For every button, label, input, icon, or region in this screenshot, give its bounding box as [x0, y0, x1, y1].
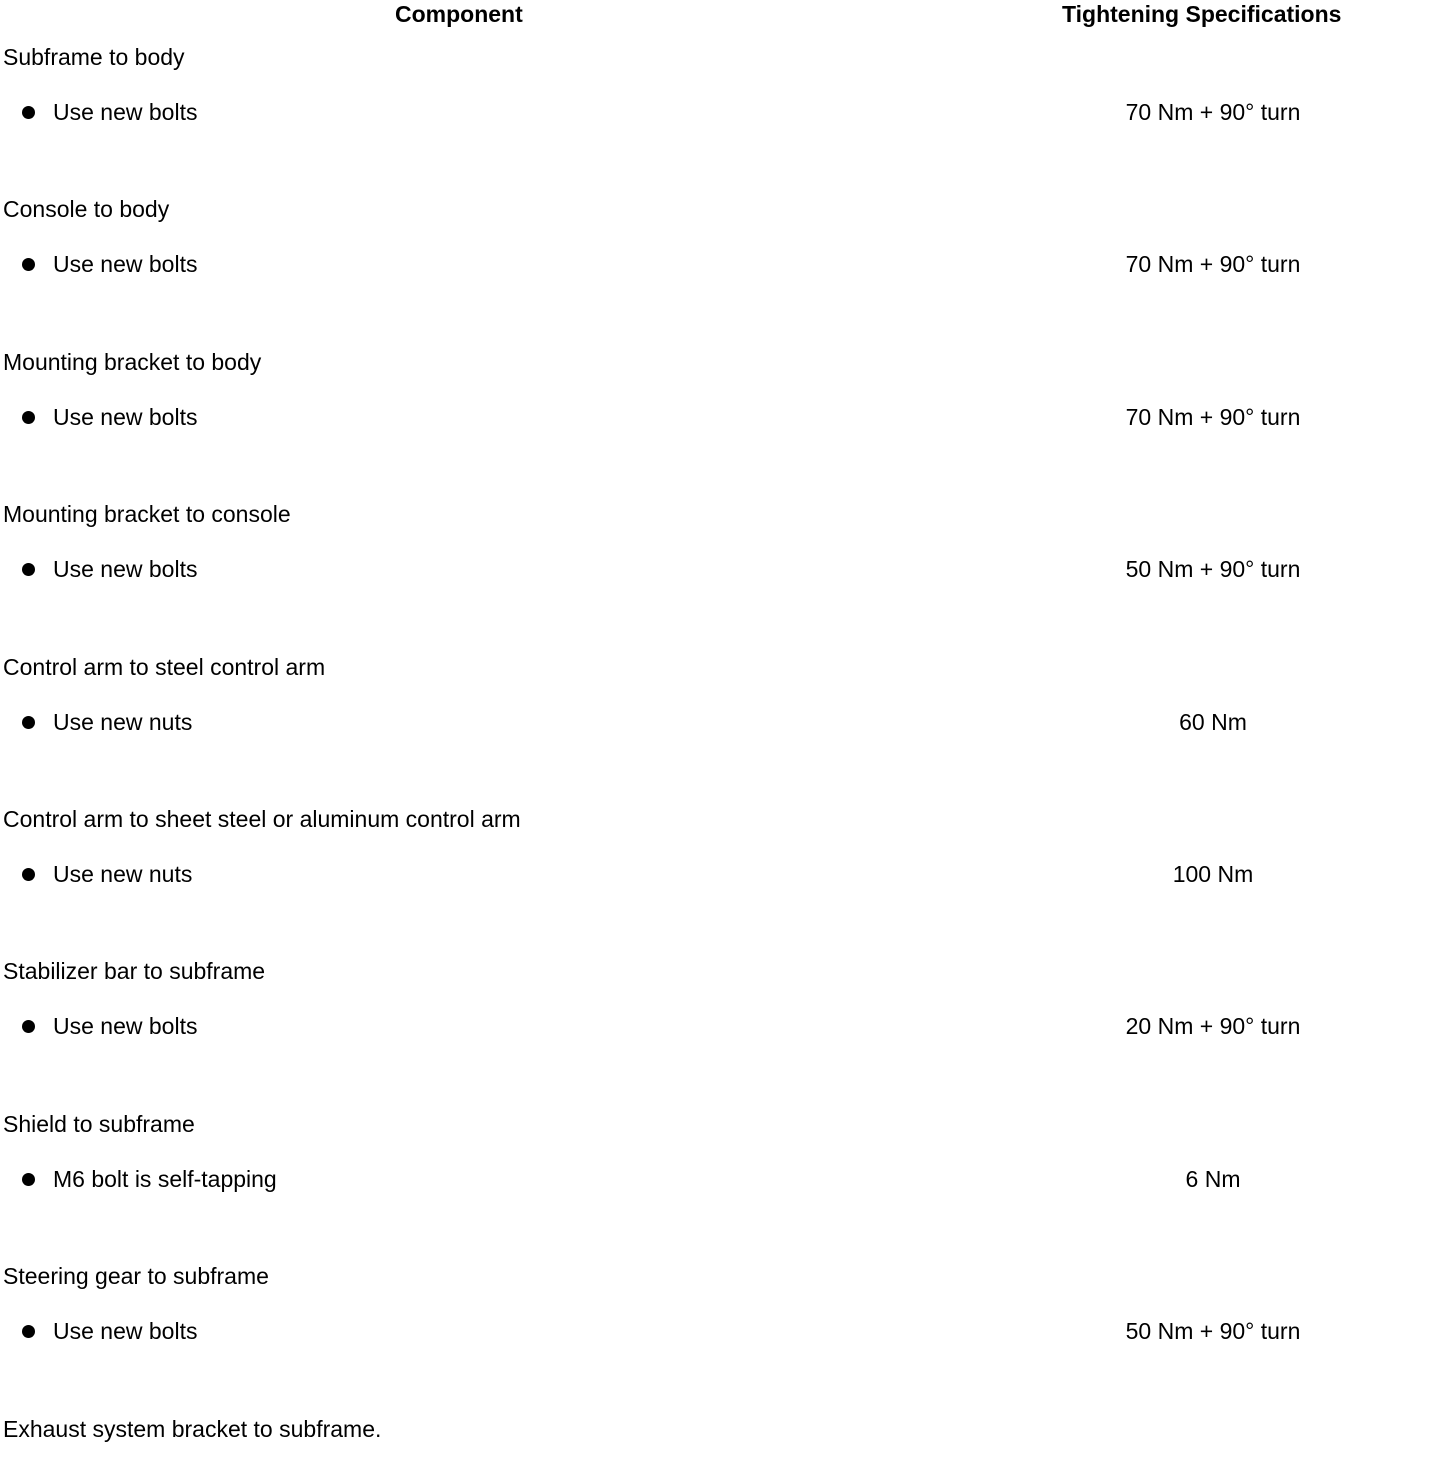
torque-spec: 70 Nm + 90° turn	[1125, 251, 1301, 277]
bullet-icon	[22, 106, 35, 119]
component-label: Exhaust system bracket to subframe.	[3, 1416, 382, 1442]
note-text: Use new bolts	[53, 99, 198, 125]
bullet-icon	[22, 1325, 35, 1338]
note-text: Use new bolts	[53, 404, 198, 430]
component-label: Control arm to steel control arm	[3, 654, 326, 680]
component-label: Stabilizer bar to subframe	[3, 958, 266, 984]
bullet-icon	[22, 716, 35, 729]
note-text: Use new nuts	[53, 709, 193, 735]
note-text: Use new nuts	[53, 861, 193, 887]
note-text: Use new bolts	[53, 1318, 198, 1344]
component-label: Console to body	[3, 196, 170, 222]
torque-spec: 20 Nm + 90° turn	[1125, 1013, 1301, 1039]
torque-spec: 50 Nm + 90° turn	[1125, 1318, 1301, 1344]
bullet-icon	[22, 258, 35, 271]
note-text: Use new bolts	[53, 556, 198, 582]
note-text: Use new bolts	[53, 1013, 198, 1039]
note-text: Use new bolts	[53, 251, 198, 277]
component-label: Mounting bracket to console	[3, 501, 291, 527]
bullet-icon	[22, 1173, 35, 1186]
bullet-icon	[22, 868, 35, 881]
component-label: Steering gear to subframe	[3, 1263, 269, 1289]
note-text: M6 bolt is self-tapping	[53, 1166, 277, 1192]
bullet-icon	[22, 411, 35, 424]
torque-spec: 60 Nm	[1179, 709, 1247, 735]
column-header-component: Component	[395, 1, 523, 27]
bullet-icon	[22, 1020, 35, 1033]
component-label: Shield to subframe	[3, 1111, 195, 1137]
torque-spec: 6 Nm	[1185, 1166, 1241, 1192]
component-label: Subframe to body	[3, 44, 185, 70]
torque-spec: 70 Nm + 90° turn	[1125, 404, 1301, 430]
torque-spec: 100 Nm	[1172, 861, 1254, 887]
bullet-icon	[22, 563, 35, 576]
torque-spec: 50 Nm + 90° turn	[1125, 556, 1301, 582]
column-header-spec: Tightening Specifications	[1062, 1, 1342, 27]
component-label: Control arm to sheet steel or aluminum control arm	[3, 806, 521, 832]
torque-spec: 70 Nm + 90° turn	[1125, 99, 1301, 125]
component-label: Mounting bracket to body	[3, 349, 262, 375]
